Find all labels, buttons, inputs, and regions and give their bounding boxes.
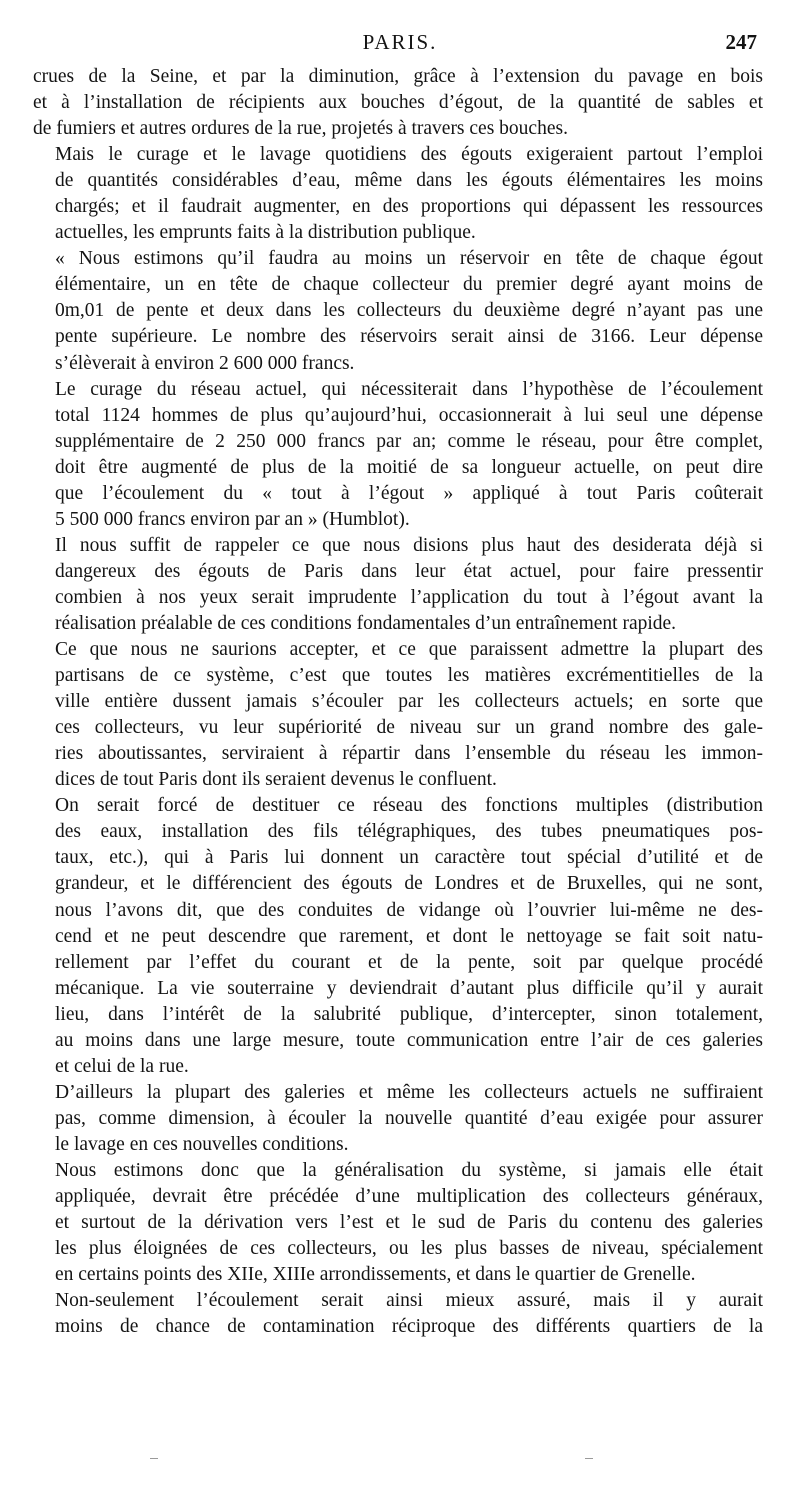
- text-line: 5 500 000 francs environ par an » (Humblot).: [55, 508, 410, 530]
- text-line: ries aboutissantes, serviraient à répartir dans l’ensemble du réseau les immon-: [55, 743, 763, 765]
- text-line: de quantités considérables d’eau, même dans les égouts élémentaires les moins: [55, 170, 763, 192]
- page-number: 247: [725, 30, 757, 54]
- text-line: les plus éloignées de ces collecteurs, ou les plus basses de niveau, spécialement: [55, 1238, 763, 1260]
- text-line: combien à nos yeux serait imprudente l’application du tout à l’égout avant la: [55, 586, 763, 608]
- text-line: que l’écoulement du « tout à l’égout » appliqué à tout Paris coûterait: [55, 482, 763, 504]
- text-line: doit être augmenté de plus de la moitié de sa longueur actuelle, on peut dire: [55, 456, 763, 478]
- text-line: 0m,01 de pente et deux dans les collecteurs du deuxième degré n’ayant pas une: [55, 300, 763, 322]
- text-line: taux, etc.), qui à Paris lui donnent un caractère tout spécial d’utilité et de: [55, 847, 763, 869]
- text-line: et à l’installation de récipients aux bouches d’égout, de la quantité de sables et: [33, 92, 763, 114]
- text-line: au moins dans une large mesure, toute communication entre l’air de ces galeries: [55, 1029, 763, 1051]
- text-line: des eaux, installation des fils télégraphiques, des tubes pneumatiques pos-: [55, 821, 763, 843]
- text-line: ville entière dussent jamais s’écouler par les collecteurs actuels; en sorte que: [55, 691, 763, 713]
- text-line: « Nous estimons qu’il faudra au moins un réservoir en tête de chaque égout: [55, 248, 763, 270]
- text-line: moins de chance de contamination réciproque des différents quartiers de la: [55, 1316, 763, 1338]
- text-line: supplémentaire de 2 250 000 francs par an; comme le réseau, pour être complet,: [55, 430, 763, 452]
- text-line: D’ailleurs la plupart des galeries et même les collecteurs actuels ne suffiraient: [55, 1081, 763, 1103]
- text-line: actuelles, les emprunts faits à la distribution publique.: [55, 222, 476, 244]
- text-line: chargés; et il faudrait augmenter, en des proportions qui dépassent les ressources: [55, 196, 763, 218]
- text-line: élémentaire, un en tête de chaque collecteur du premier degré ayant moins de: [55, 274, 763, 296]
- text-line: de fumiers et autres ordures de la rue, projetés à travers ces bouches.: [33, 118, 568, 140]
- text-line: et celui de la rue.: [55, 1055, 189, 1077]
- text-line: Il nous suffit de rappeler ce que nous disions plus haut des desiderata déjà si: [55, 534, 763, 556]
- text-line: dices de tout Paris dont ils seraient devenus le confluent.: [55, 769, 497, 791]
- text-line: mécanique. La vie souterraine y deviendrait d’autant plus difficile qu’il y aurait: [55, 977, 763, 999]
- paragraph: [33, 142, 763, 246]
- text-line: partisans de ce système, c’est que toutes les matières excrémentitielles de la: [55, 665, 763, 687]
- text-line: Non-seulement l’écoulement serait ainsi mieux assuré, mais il y aurait: [55, 1290, 763, 1312]
- text-line: lieu, dans l’intérêt de la salubrité publique, d’intercepter, sinon totalement,: [55, 1003, 763, 1025]
- paragraph: [33, 793, 763, 1080]
- body-text: [33, 64, 763, 1340]
- paragraph: [33, 1080, 763, 1158]
- text-line: en certains points des XIIe, XIIIe arrondissements, et dans le quartier de Grenelle.: [55, 1264, 696, 1286]
- text-line: crues de la Seine, et par la diminution, grâce à l’extension du pavage en bois: [33, 66, 763, 87]
- paragraph: [33, 637, 763, 793]
- text-line: Le curage du réseau actuel, qui nécessiterait dans l’hypothèse de l’écoulement: [55, 378, 763, 400]
- text-line: le lavage en ces nouvelles conditions.: [55, 1133, 349, 1155]
- paragraph: [33, 64, 763, 142]
- footer-print-marks: [0, 1458, 800, 1468]
- text-line: grandeur, et le différencient des égouts de Londres et de Bruxelles, qui ne sont,: [55, 873, 763, 895]
- print-mark: [150, 1458, 158, 1459]
- text-line: Ce que nous ne saurions accepter, et ce que paraissent admettre la plupart des: [55, 639, 763, 661]
- running-title: PARIS.: [362, 30, 438, 54]
- paragraph: [33, 377, 763, 533]
- text-line: pas, comme dimension, à écouler la nouvelle quantité d’eau exigée pour assurer: [55, 1107, 763, 1129]
- paragraph: [33, 1288, 763, 1340]
- text-line: Mais le curage et le lavage quotidiens des égouts exigeraient partout l’emploi: [55, 144, 763, 166]
- text-line: s’élèverait à environ 2 600 000 francs.: [55, 352, 355, 374]
- text-line: rellement par l’effet du courant et de la pente, soit par quelque procédé: [55, 951, 763, 973]
- paragraph: [33, 1158, 763, 1288]
- text-line: et surtout de la dérivation vers l’est et le sud de Paris du contenu des galeries: [55, 1212, 763, 1234]
- text-line: On serait forcé de destituer ce réseau des fonctions multiples (distribution: [55, 795, 763, 817]
- text-line: dangereux des égouts de Paris dans leur état actuel, pour faire pressentir: [55, 560, 763, 582]
- text-line: total 1124 hommes de plus qu’aujourd’hui, occasionnerait à lui seul une dépense: [55, 404, 763, 426]
- paragraph: [33, 246, 763, 376]
- text-line: réalisation préalable de ces conditions fondamentales d’un entraînement rapide.: [55, 612, 677, 634]
- text-line: nous l’avons dit, que des conduites de vidange où l’ouvrier lui-même ne des-: [55, 899, 763, 921]
- text-line: pente supérieure. Le nombre des réservoirs serait ainsi de 3166. Leur dépense: [55, 326, 763, 348]
- print-mark: [585, 1458, 593, 1459]
- text-line: appliquée, devrait être précédée d’une multiplication des collecteurs généraux,: [55, 1186, 763, 1208]
- text-line: cend et ne peut descendre que rarement, et dont le nettoyage se fait soit natu-: [55, 925, 763, 947]
- text-line: Nous estimons donc que la généralisation du système, si jamais elle était: [55, 1159, 763, 1181]
- page-header: [0, 28, 800, 56]
- text-line: ces collecteurs, vu leur supériorité de niveau sur un grand nombre des gale-: [55, 717, 763, 739]
- paragraph: [33, 533, 763, 637]
